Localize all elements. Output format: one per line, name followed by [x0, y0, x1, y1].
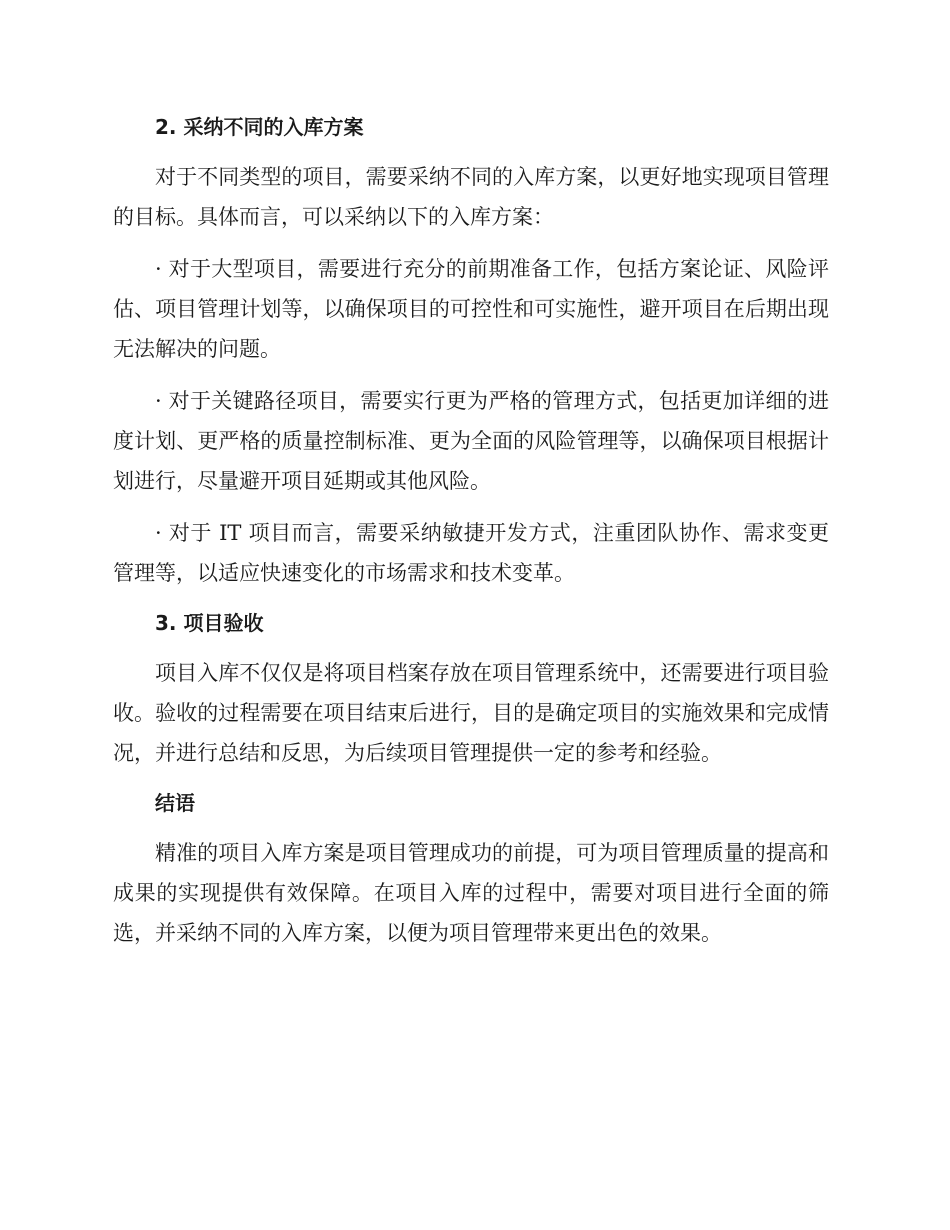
paragraph-intro: 对于不同类型的项目，需要采纳不同的入库方案，以更好地实现项目管理的目标。具体而言，可以采纳以下的入库方案：: [113, 165, 829, 229]
bullet-large-projects: · 对于大型项目，需要进行充分的前期准备工作，包括方案论证、风险评估、项目管理计划等，以确保项目的可控性和可实施性，避开项目在后期出现无法解决的问题。: [113, 257, 829, 361]
section-heading-3: 3. 项目验收: [155, 611, 264, 635]
section-heading-2: 2. 采纳不同的入库方案: [155, 115, 364, 139]
bullet-critical-path: · 对于关键路径项目，需要实行更为严格的管理方式，包括更加详细的进度计划、更严格的质量控制标准、更为全面的风险管理等，以确保项目根据计划进行，尽量避开项目延期或其他风险。: [113, 389, 829, 493]
section-heading-conclusion: 结语: [155, 791, 195, 815]
paragraph-conclusion: 精准的项目入库方案是项目管理成功的前提，可为项目管理质量的提高和成果的实现提供有效保障。在项目入库的过程中，需要对项目进行全面的筛选，并采纳不同的入库方案，以便为项目管理带来更出色的效果。: [113, 841, 829, 945]
paragraph-acceptance: 项目入库不仅仅是将项目档案存放在项目管理系统中，还需要进行项目验收。验收的过程需要在项目结束后进行，目的是确定项目的实施效果和完成情况，并进行总结和反思，为后续项目管理提供一定的参考和经验。: [113, 661, 829, 765]
document-page: [113, 107, 829, 953]
bullet-it-projects: · 对于 IT 项目而言，需要采纳敏捷开发方式，注重团队协作、需求变更管理等，以适应快速变化的市场需求和技术变革。: [113, 521, 829, 585]
